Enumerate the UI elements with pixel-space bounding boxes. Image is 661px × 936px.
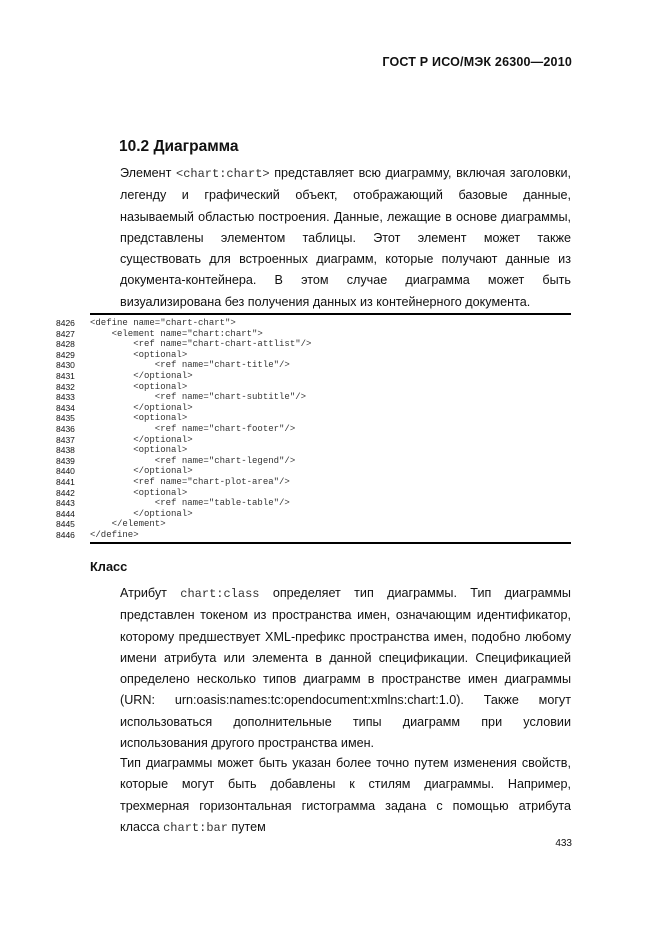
- code-line: [56, 413, 571, 424]
- code-text: <ref name="chart-legend"/>: [90, 455, 296, 466]
- code-text: <optional>: [90, 487, 188, 498]
- code-text: </optional>: [90, 402, 193, 413]
- line-number: 8438: [56, 445, 75, 456]
- class2-text-after: путем: [227, 819, 266, 834]
- code-text: <ref name="chart-title"/>: [90, 360, 290, 371]
- code-line: [56, 328, 571, 340]
- intro-text-before: Элемент: [120, 166, 176, 180]
- line-number: 8440: [56, 466, 75, 477]
- chart-bar-code: chart:bar: [163, 820, 228, 835]
- code-line: [56, 360, 571, 371]
- code-text: <element name="chart:chart">: [90, 328, 263, 339]
- class-heading: Класс: [90, 559, 128, 574]
- code-text: <ref name="table-table"/>: [90, 498, 290, 509]
- code-text: <ref name="chart-subtitle"/>: [90, 392, 307, 403]
- code-text: </element>: [90, 519, 166, 530]
- code-line: [56, 423, 571, 435]
- code-line: [56, 402, 571, 414]
- code-line: [56, 466, 571, 477]
- class2-text-before: Тип диаграммы может быть указан более точно путем изменения свойств, которые могут быть добавлены к стилям диаграммы. Например, трехмерная горизонтальная гистограмма задана с помощью атрибута класса: [120, 756, 571, 834]
- code-text: </optional>: [90, 466, 193, 477]
- code-text: </define>: [90, 529, 139, 540]
- code-line: [56, 349, 571, 361]
- line-number: 8427: [56, 328, 75, 339]
- line-number: 8430: [56, 360, 75, 371]
- code-line: [56, 434, 571, 446]
- line-number: 8442: [56, 487, 75, 498]
- code-line: [56, 476, 571, 488]
- chart-class-code: chart:class: [180, 587, 260, 601]
- code-line: [56, 370, 571, 382]
- line-number: 8441: [56, 476, 75, 487]
- code-line: [56, 529, 571, 541]
- line-number: 8434: [56, 402, 75, 413]
- code-line: [56, 381, 571, 393]
- code-text: <optional>: [90, 445, 188, 456]
- code-text: <ref name="chart-footer"/>: [90, 423, 296, 434]
- intro-text-after: представляет всю диаграмму, включая заголовки, легенду и графический объект, отображающий базовые данные, называемый областью построения. Данные, лежащие в основе диаграммы, представлены элементом таблицы. Этот элемент может также существовать для встроенных диаграмм, которые получают данные из документа-контейнера. В этом случае диаграмма может быть визуализирована без получения данных из контейнерного документа.: [120, 166, 572, 309]
- class-text-before: Атрибут: [120, 586, 181, 600]
- code-listing: [56, 313, 571, 544]
- code-text: <optional>: [90, 413, 188, 424]
- code-line: [56, 498, 571, 509]
- line-number: 8433: [56, 392, 75, 403]
- line-number: 8428: [56, 339, 75, 350]
- line-number: 8436: [56, 423, 75, 434]
- code-text: <optional>: [90, 381, 188, 392]
- class-paragraph-2: [90, 753, 571, 839]
- code-line: [56, 445, 571, 456]
- line-number: 8437: [56, 434, 75, 445]
- section-title: 10.2 Диаграмма: [119, 138, 239, 155]
- code-line: [56, 318, 571, 329]
- line-number: 8439: [56, 455, 75, 466]
- code-line: [56, 339, 571, 350]
- code-line: [56, 487, 571, 499]
- code-text: <ref name="chart-chart-attlist"/>: [90, 339, 312, 350]
- code-text: <define name="chart-chart">: [90, 318, 236, 328]
- line-number: 8445: [56, 519, 75, 530]
- code-text: <optional>: [90, 349, 188, 360]
- line-number: 8429: [56, 349, 75, 360]
- line-number: 8446: [56, 529, 75, 540]
- class-text-after: определяет тип диаграммы. Тип диаграммы представлен токеном из пространства имен, означающим идентификатор, которому предшествует XML-префикс пространства имен, подобно любому имени атрибута или элемента в данной спецификации. Спецификацией определено несколько типов диаграмм в пространстве имен диаграммы (URN: urn:oasis:names:tc:opendocument:xmlns:chart:1.0). Также могут использоваться дополнительные типы диаграмм при условии использования другого пространства имен.: [120, 586, 571, 751]
- line-number: 8444: [56, 508, 75, 519]
- code-line: [56, 508, 571, 520]
- code-text: </optional>: [90, 508, 193, 519]
- code-line: [56, 392, 571, 403]
- line-number: 8426: [56, 318, 75, 328]
- line-number: 8431: [56, 370, 75, 381]
- class-paragraph-1: [90, 583, 571, 754]
- code-text: <ref name="chart-plot-area"/>: [90, 476, 290, 487]
- intro-paragraph: [90, 163, 571, 313]
- code-line: [56, 519, 571, 530]
- document-header: ГОСТ Р ИСО/МЭК 26300—2010: [382, 55, 572, 69]
- code-line: [56, 455, 571, 467]
- line-number: 8435: [56, 413, 75, 424]
- chart-element-code: <chart:chart>: [176, 167, 270, 181]
- line-number: 8432: [56, 381, 75, 392]
- code-text: </optional>: [90, 434, 193, 445]
- page-number: 433: [555, 838, 572, 849]
- code-text: </optional>: [90, 370, 193, 381]
- line-number: 8443: [56, 498, 75, 509]
